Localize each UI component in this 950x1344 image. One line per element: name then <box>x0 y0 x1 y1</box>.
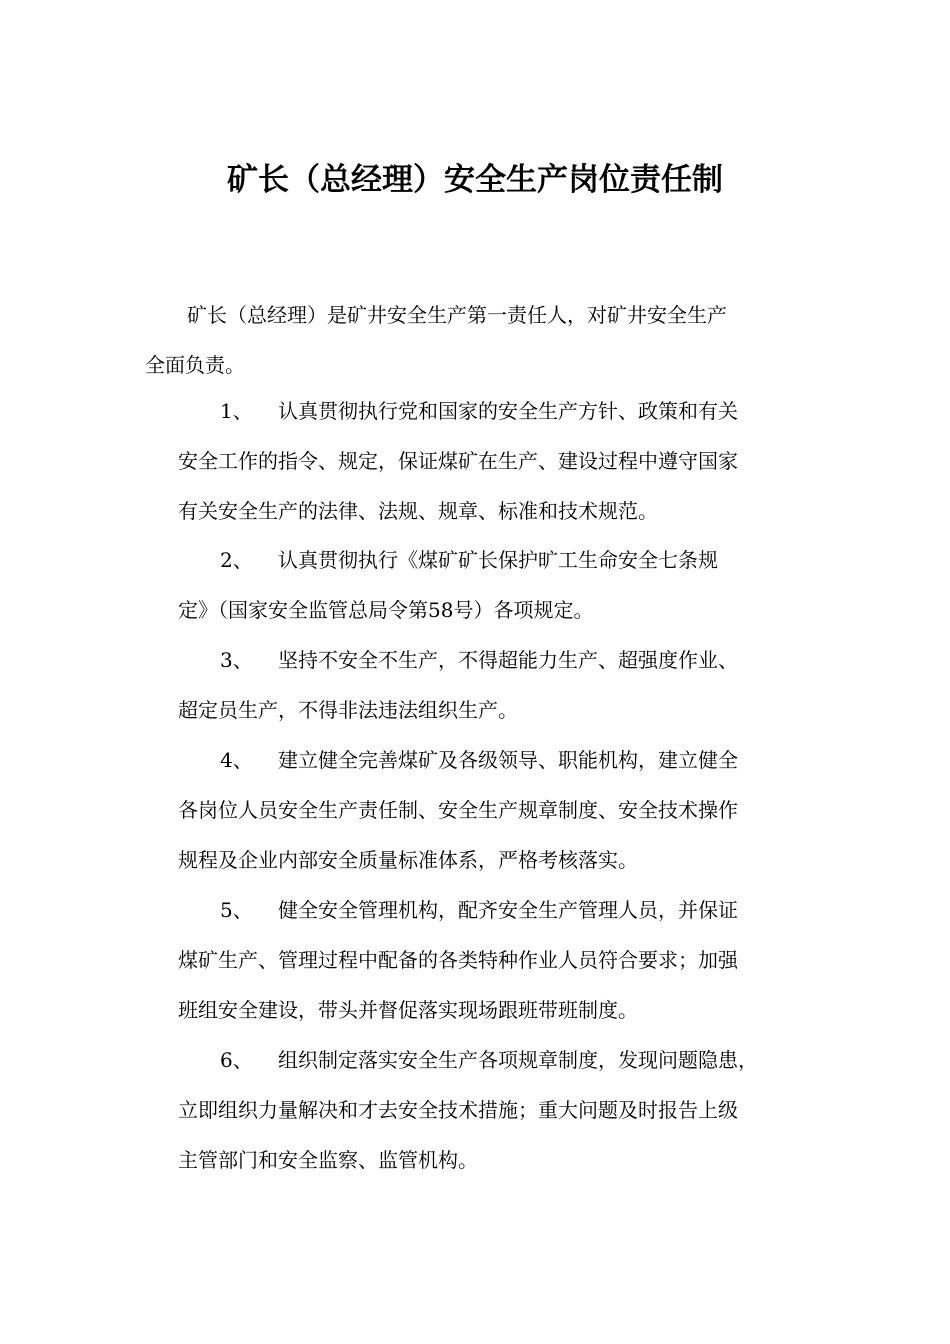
item-number: 6、 <box>220 1048 253 1072</box>
item-number: 1、 <box>220 399 253 423</box>
item-line: 建立健全完善煤矿及各级领导、职能机构，建立健全 <box>278 748 738 772</box>
item-line: 定》（国家安全监管总局令第58号）各项规定。 <box>178 598 594 622</box>
item-line: 规程及企业内部安全质量标准体系，严格考核落实。 <box>178 848 638 872</box>
intro-line: 矿长（总经理）是矿井安全生产第一责任人，对矿井安全生产 <box>187 303 727 327</box>
responsibility-item-2 <box>178 535 818 635</box>
intro-line: 全面负责。 <box>145 353 245 377</box>
item-line: 认真贯彻执行党和国家的安全生产方针、政策和有关 <box>278 399 738 423</box>
item-number: 5、 <box>220 898 253 922</box>
item-line: 组织制定落实安全生产各项规章制度，发现问题隐患， <box>278 1048 758 1072</box>
item-number: 4、 <box>220 748 253 772</box>
item-line: 各岗位人员安全生产责任制、安全生产规章制度、安全技术操作 <box>178 798 738 822</box>
responsibility-item-3 <box>178 635 818 735</box>
item-line: 认真贯彻执行《煤矿矿长保护旷工生命安全七条规 <box>278 548 718 572</box>
item-line: 超定员生产，不得非法违法组织生产。 <box>178 698 518 722</box>
responsibility-item-1 <box>178 386 818 536</box>
item-line: 安全工作的指令、规定，保证煤矿在生产、建设过程中遵守国家 <box>178 449 738 473</box>
item-line: 煤矿生产、管理过程中配备的各类特种作业人员符合要求；加强 <box>178 948 738 972</box>
item-line: 主管部门和安全监察、监管机构。 <box>178 1148 478 1172</box>
item-number: 2、 <box>220 548 253 572</box>
intro-paragraph <box>145 290 815 390</box>
item-line: 立即组织力量解决和才去安全技术措施；重大问题及时报告上级 <box>178 1098 738 1122</box>
item-line: 坚持不安全不生产，不得超能力生产、超强度作业、 <box>278 648 738 672</box>
item-line: 有关安全生产的法律、法规、规章、标准和技术规范。 <box>178 499 658 523</box>
responsibility-item-6 <box>178 1035 818 1185</box>
responsibility-item-5 <box>178 885 818 1035</box>
item-number: 3、 <box>220 648 253 672</box>
responsibility-item-4 <box>178 735 818 885</box>
document-title: 矿长（总经理）安全生产岗位责任制 <box>227 162 723 198</box>
item-line: 健全安全管理机构，配齐安全生产管理人员，并保证 <box>278 898 738 922</box>
item-line: 班组安全建设，带头并督促落实现场跟班带班制度。 <box>178 998 638 1022</box>
